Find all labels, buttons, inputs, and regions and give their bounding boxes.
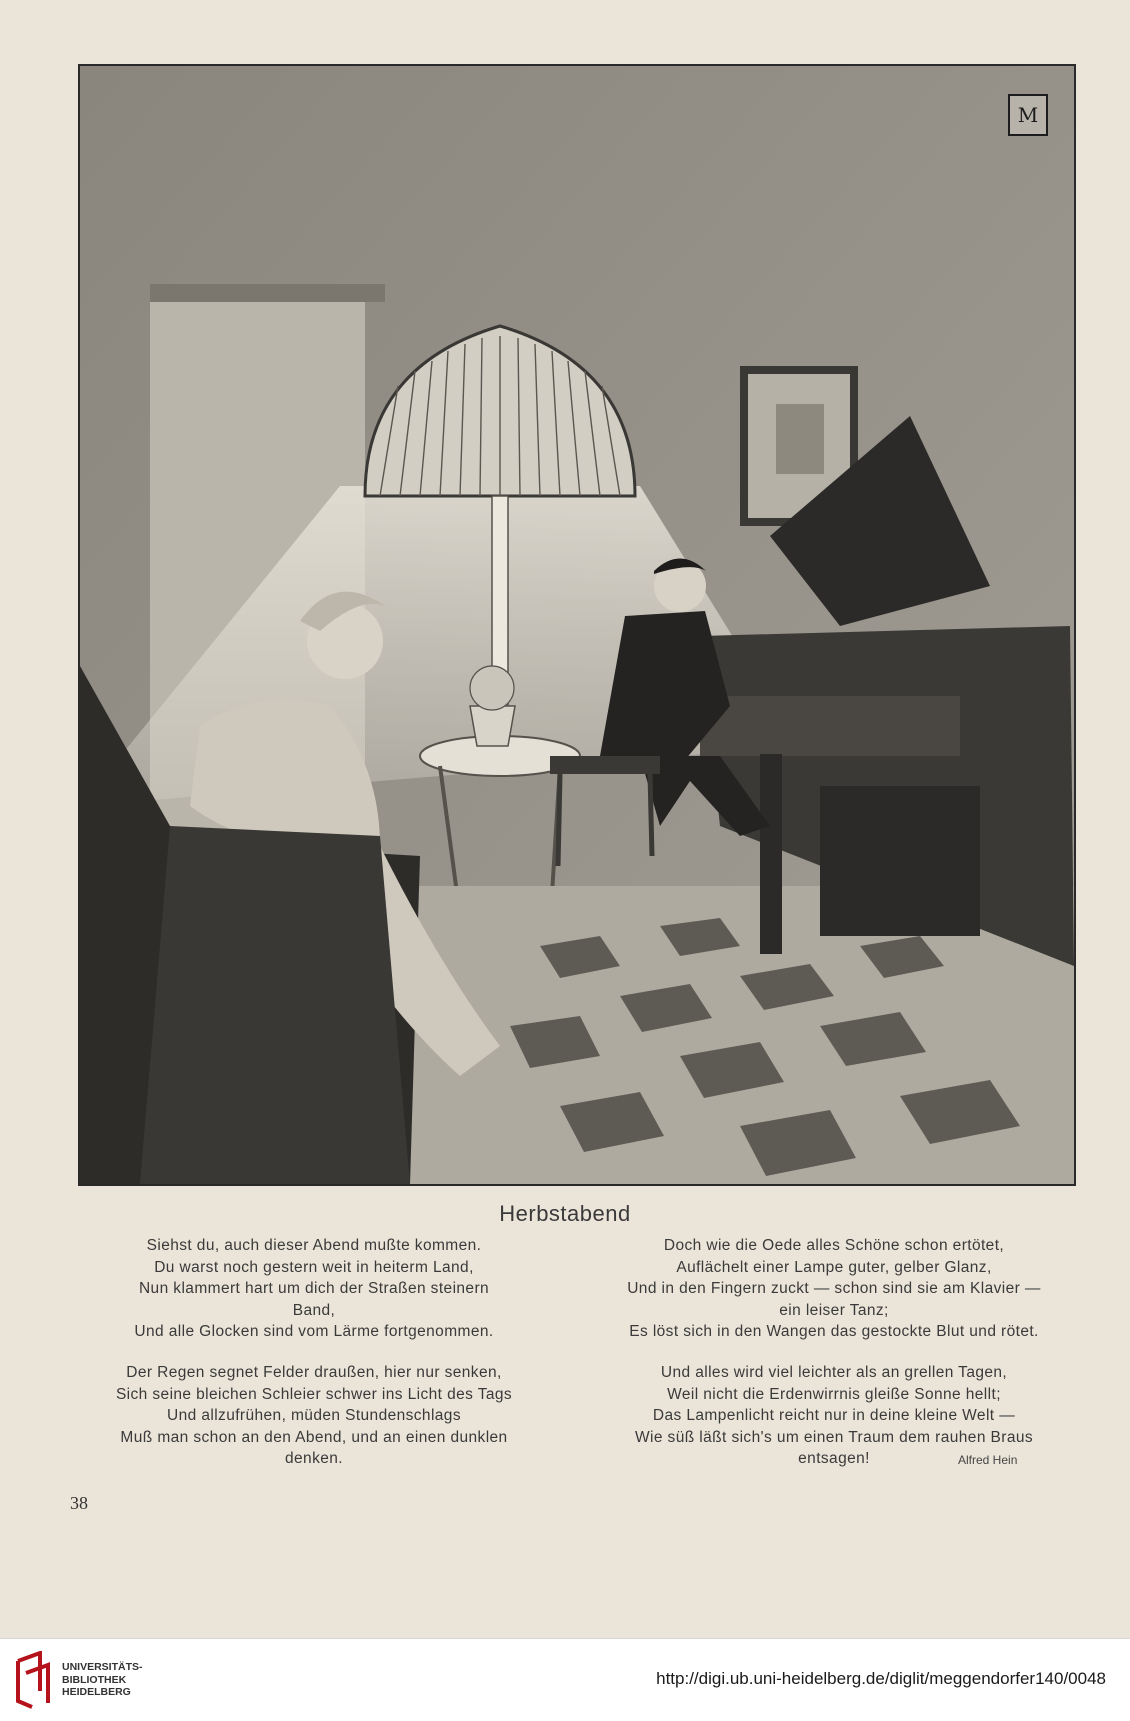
poem-author: Alfred Hein	[958, 1453, 1018, 1467]
artist-monogram: M	[1008, 94, 1048, 136]
poem-line: Wie süß läßt sich's um einen Traum dem rauhen Braus	[634, 1428, 1034, 1446]
poem-title: Herbstabend	[499, 1201, 631, 1226]
poem-line: Siehst du, auch dieser Abend mußte kommen.	[146, 1237, 482, 1254]
flower-pot	[470, 706, 515, 746]
page-number: 38	[70, 1493, 88, 1513]
source-url-link[interactable]: http://digi.ub.uni-heidelberg.de/diglit/meggendorfer140/0048	[656, 1669, 1106, 1688]
poem-line: Und alles wird viel leichter als an grellen Tagen,	[660, 1364, 1008, 1381]
poem-line: Der Regen segnet Felder draußen, hier nur senken,	[126, 1364, 502, 1381]
poem-line: Auflächelt einer Lampe guter, gelber Glanz,	[676, 1258, 992, 1276]
poem-stanza-left-1	[74, 1235, 554, 1343]
poem-line: Und allzufrühen, müden Stundenschlags	[167, 1407, 461, 1424]
footer-bar	[0, 1638, 1130, 1721]
poem-line: Das Lampenlicht reicht nur in deine kleine Welt —	[652, 1407, 1016, 1424]
poem-line: ein leiser Tanz;	[779, 1301, 889, 1319]
poem-line: Und in den Fingern zuckt — schon sind sie am Klavier —	[627, 1280, 1041, 1297]
poem-stanza-left-2	[74, 1362, 554, 1470]
poem-line: Nun klammert hart um dich der Straßen steinern	[138, 1280, 490, 1297]
poem-line: entsagen!	[798, 1450, 870, 1467]
poem-line: Und alle Glocken sind vom Lärme fortgenommen.	[134, 1323, 494, 1340]
poem-line: Doch wie die Oede alles Schöne schon ertötet,	[663, 1237, 1005, 1254]
poem-line: Es löst sich in den Wangen das gestockte Blut und rötet.	[629, 1323, 1039, 1340]
logo-line: BIBLIOTHEK	[62, 1673, 127, 1686]
logo-line: HEIDELBERG	[62, 1686, 131, 1698]
illustration-lamp-piano-scene	[78, 64, 1076, 1186]
university-library-logo-icon[interactable]	[12, 1651, 56, 1711]
illustration-drawing	[80, 66, 1074, 1184]
poem-stanza-right-1	[594, 1235, 1074, 1343]
poem-line: Weil nicht die Erdenwirrnis gleiße Sonne hellt;	[667, 1385, 1001, 1403]
poem-line: Band,	[292, 1301, 336, 1319]
university-library-name[interactable]	[62, 1661, 143, 1699]
poem-line: Muß man schon an den Abend, und an einen dunklen	[120, 1428, 508, 1446]
poem-line: denken.	[285, 1450, 343, 1467]
poem-line: Du warst noch gestern weit in heiterm Land,	[154, 1258, 474, 1276]
logo-line: UNIVERSITÄTS-	[62, 1661, 143, 1673]
poem-line: Sich seine bleichen Schleier schwer ins Licht des Tags	[115, 1385, 513, 1403]
